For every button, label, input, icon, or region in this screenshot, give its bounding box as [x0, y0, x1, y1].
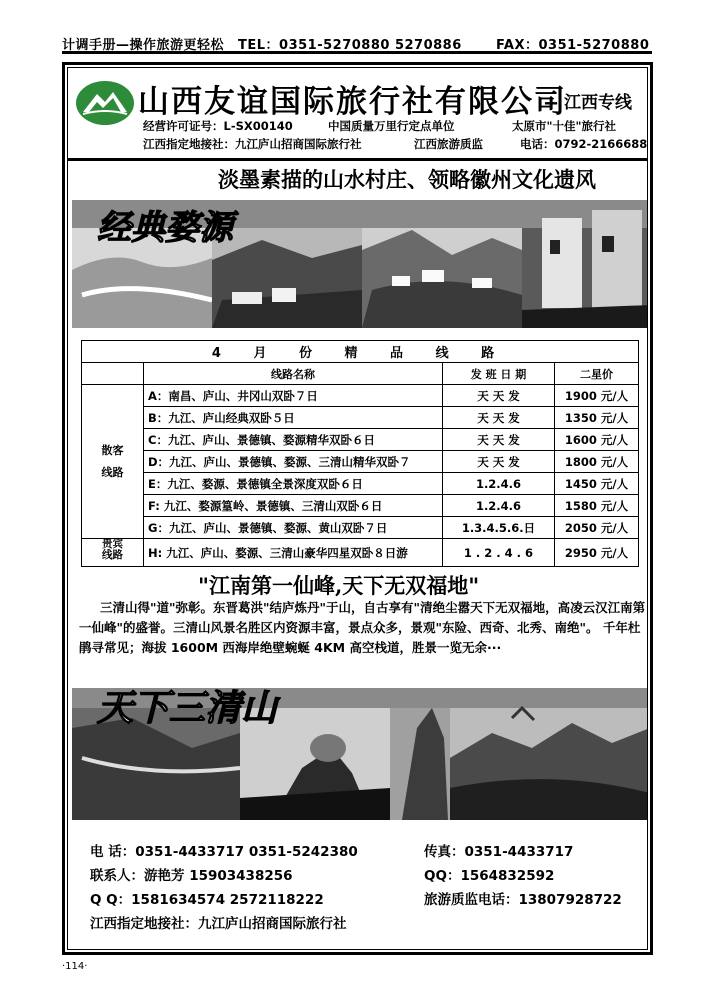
route-price: 1900 元/人	[555, 385, 639, 407]
route-name: A：南昌、庐山、井冈山双卧７日	[144, 385, 443, 407]
sanqingshan-paragraph: 三清山得"道"弥彰。东晋葛洪"结庐炼丹"于山，自古享有"清绝尘嚣天下无双福地，高凌云汉江南第一仙峰"的盛誉。三清山风景名胜区内资源丰富，景点众多，景观"东险、西奇、北秀、南绝"。 千年杜鹃寻常见；海拔 1600M 西海岸绝壁蜿蜒 4KM 高空栈道，胜景一览无余···	[79, 600, 646, 655]
table-row	[82, 429, 639, 451]
route-price: 1600 元/人	[555, 429, 639, 451]
sanqingshan-heading: "江南第一仙峰,天下无双福地"	[198, 573, 480, 598]
top-ten-award: 太原市"十佳"旅行社	[512, 119, 616, 133]
license-number: 经营许可证号：L-SX00140	[143, 119, 293, 133]
page-number: ·114·	[62, 961, 88, 972]
header-phone: 电话：0792-2166688	[520, 137, 648, 151]
company-name: 山西友谊国际旅行社有限公司	[138, 84, 567, 120]
top-tel: TEL：0351-5270880 5270886	[238, 38, 462, 53]
table-row	[82, 385, 639, 407]
header-route-name: 线路名称	[144, 363, 443, 385]
table-row	[82, 407, 639, 429]
top-bar	[62, 34, 652, 54]
table-row	[82, 495, 639, 517]
route-date: 1.2.4.6	[443, 495, 555, 517]
table-row	[82, 473, 639, 495]
wuyuan-slogan: 淡墨素描的山水村庄、领略徽州文化遗风	[218, 167, 596, 192]
route-date: 1 . 2 . 4 . 6	[443, 539, 555, 567]
top-fax: FAX：0351-5270880	[496, 38, 650, 53]
sanqingshan-intro	[79, 598, 648, 658]
sanqingshan-banner-title: 天下三清山	[97, 687, 278, 729]
contact-partner: 江西指定地接社：九江庐山招商国际旅行社	[90, 916, 347, 932]
route-name: G：九江、庐山、景德镇、婺源、黄山双卧７日	[144, 517, 443, 539]
routes-table-title: 4 月 份 精 品 线 路	[82, 341, 639, 363]
group-label-standard: 散客线路	[82, 385, 144, 539]
company-logo-icon	[75, 80, 135, 126]
route-price: 1580 元/人	[555, 495, 639, 517]
route-date: 1.3.4.5.6.日	[443, 517, 555, 539]
route-name: B：九江、庐山经典双卧５日	[144, 407, 443, 429]
route-name: H: 九江、庐山、婺源、三清山豪华四星双卧８日游	[144, 539, 443, 567]
table-row	[82, 539, 639, 567]
route-price: 1800 元/人	[555, 451, 639, 473]
ad-inner-frame	[67, 67, 648, 950]
route-date: 天 天 发	[443, 407, 555, 429]
quality-supervision: 江西旅游质监	[414, 137, 483, 151]
sanqingshan-photo-strip	[72, 688, 648, 820]
routes-table-header	[82, 363, 639, 385]
wuyuan-photo-strip	[72, 200, 648, 328]
contact-qq: Q Q：1581634574 2572118222	[90, 892, 324, 908]
route-date: 1.2.4.6	[443, 473, 555, 495]
local-partner: 江西指定地接社：九江庐山招商国际旅行社	[143, 137, 362, 151]
route-price: 2050 元/人	[555, 517, 639, 539]
table-row	[82, 451, 639, 473]
group-label-vip: 贵宾线路	[82, 539, 144, 567]
ad-frame	[62, 62, 653, 955]
route-date: 天 天 发	[443, 429, 555, 451]
company-header	[68, 68, 647, 158]
route-name: C：九江、庐山、景德镇、婺源精华双卧６日	[144, 429, 443, 451]
route-date: 天 天 发	[443, 385, 555, 407]
header-divider	[68, 158, 647, 161]
contact-fax: 传真：0351-4433717	[424, 844, 574, 860]
contact-tel: 电 话：0351-4433717 0351-5242380	[90, 844, 358, 860]
route-price: 1350 元/人	[555, 407, 639, 429]
routes-table	[81, 340, 639, 567]
route-price: 2950 元/人	[555, 539, 639, 567]
jiangxi-line-tag: -- 江西专线	[544, 93, 633, 113]
route-date: 天 天 发	[443, 451, 555, 473]
header-price: 二星价	[555, 363, 639, 385]
quality-unit: 中国质量万里行定点单位	[328, 119, 455, 133]
handbook-slogan: 计调手册—操作旅游更轻松	[62, 38, 225, 53]
header-departure: 发 班 日 期	[443, 363, 555, 385]
contact-person: 联系人：游艳芳 15903438256	[90, 868, 293, 884]
contact-qq-2: QQ：1564832592	[424, 868, 555, 884]
table-row	[82, 517, 639, 539]
route-name: E：九江、婺源、景德镇全景深度双卧６日	[144, 473, 443, 495]
contact-quality-phone: 旅游质监电话：13807928722	[424, 892, 622, 908]
route-name: D：九江、庐山、景德镇、婺源、三清山精华双卧７	[144, 451, 443, 473]
route-price: 1450 元/人	[555, 473, 639, 495]
route-name: F: 九江、婺源篁岭、景德镇、三清山双卧６日	[144, 495, 443, 517]
wuyuan-banner-title: 经典婺源	[97, 208, 233, 248]
header-blank	[82, 363, 144, 385]
